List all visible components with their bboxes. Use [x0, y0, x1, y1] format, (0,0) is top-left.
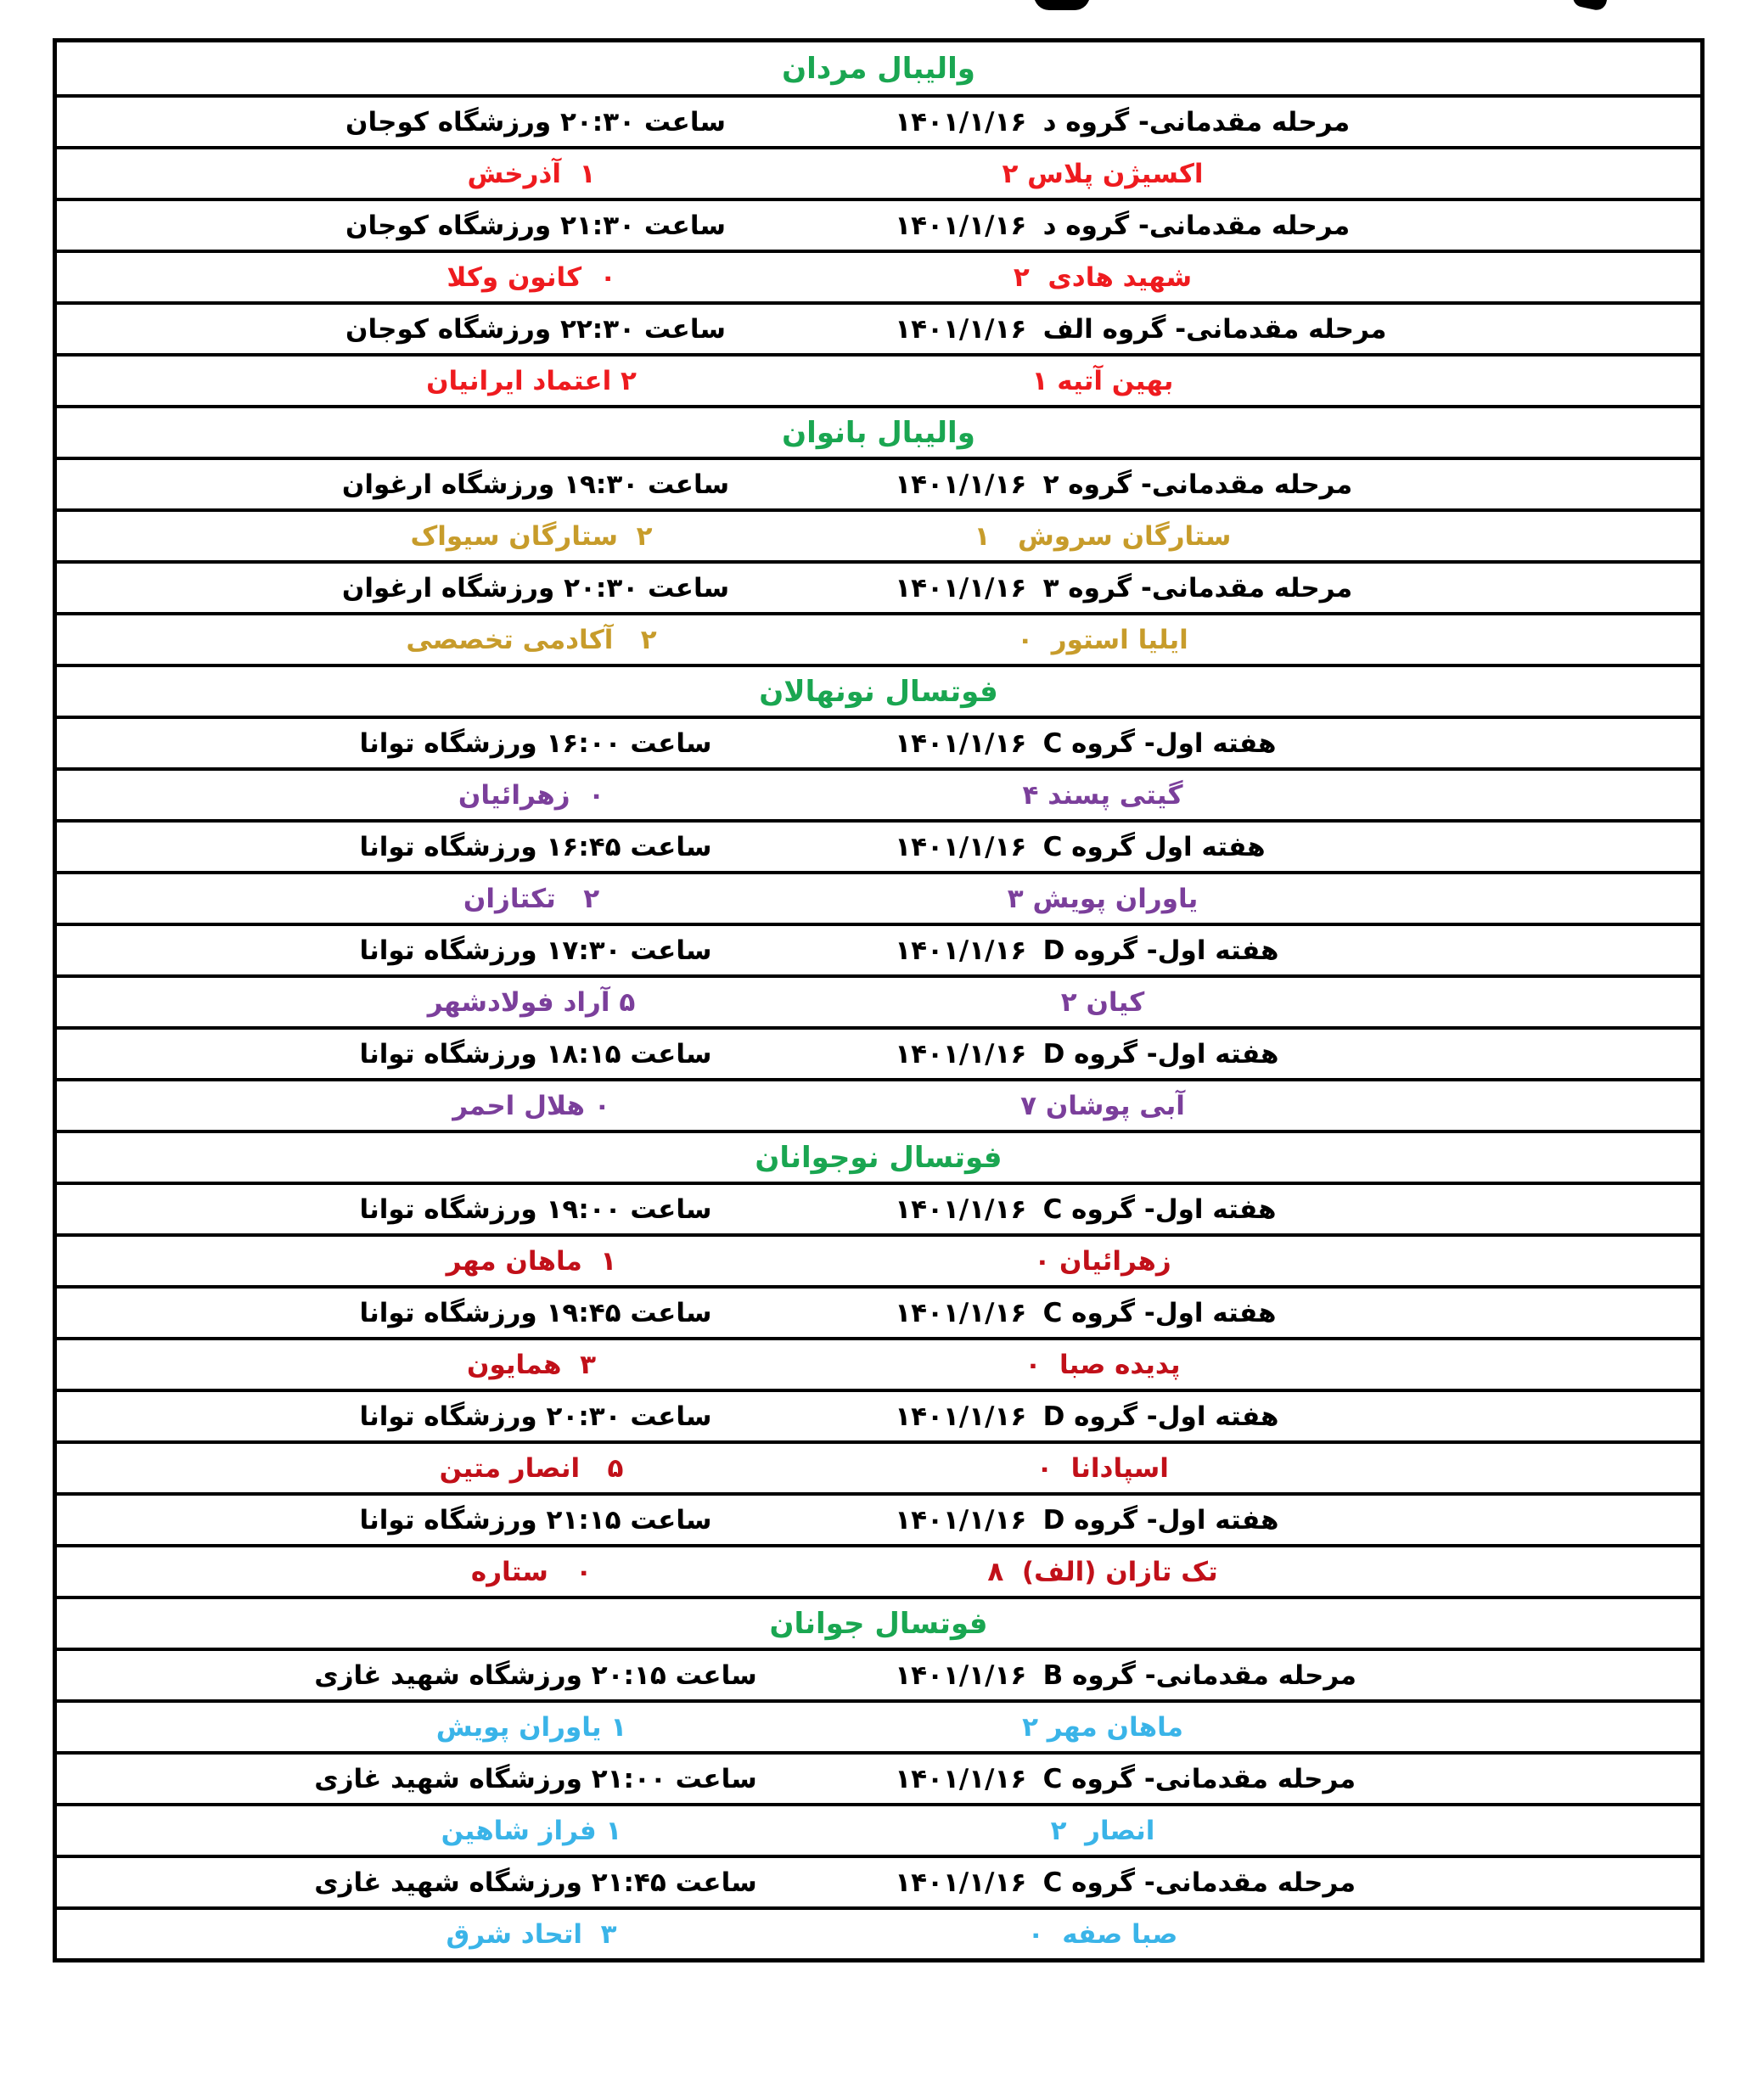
away-team-score: ۲ تکتازان [463, 883, 600, 914]
away-team-score: ۱ فراز شاهین [441, 1815, 622, 1846]
time-venue-cell: ساعت ۲۰:۳۰ ورزشگاه کوجان [345, 106, 726, 138]
time-venue-cell: ساعت ۱۹:۴۵ ورزشگاه توانا [359, 1297, 712, 1328]
date-cell: ۱۴۰۱/۱/۱۶ [895, 1038, 1027, 1070]
time-venue-cell: ساعت ۲۱:۰۰ ورزشگاه شهید غازی [314, 1763, 757, 1794]
time-venue-cell: ساعت ۲۱:۱۵ ورزشگاه توانا [359, 1504, 712, 1536]
home-team-score: اکسیژن پلاس ۲ [1002, 158, 1204, 189]
away-team-score: ۵ انصار متین [439, 1452, 624, 1484]
away-team-score: ۱ ماهان مهر [446, 1245, 617, 1277]
date-cell: ۱۴۰۱/۱/۱۶ [895, 210, 1027, 241]
result-row [57, 508, 1700, 560]
stage-group-cell: مرحله مقدمانی- گروه الف [1042, 313, 1387, 345]
result-row [57, 1803, 1700, 1855]
match-row [57, 1285, 1700, 1337]
match-row [57, 1751, 1700, 1803]
result-row [57, 974, 1700, 1026]
section-header-row [57, 1130, 1700, 1182]
date-cell: ۱۴۰۱/۱/۱۶ [895, 106, 1027, 138]
result-row [57, 1699, 1700, 1751]
date-cell: ۱۴۰۱/۱/۱۶ [895, 1867, 1027, 1898]
home-team-score: صبا صفه ۰ [1027, 1918, 1178, 1950]
match-row [57, 94, 1700, 146]
result-row [57, 353, 1700, 405]
date-cell: ۱۴۰۱/۱/۱۶ [895, 1401, 1027, 1432]
stage-group-cell: مرحله مقدمانی- گروه د [1042, 106, 1351, 138]
home-team-score: کیان ۲ [1060, 986, 1145, 1018]
time-venue-cell: ساعت ۲۱:۴۵ ورزشگاه شهید غازی [314, 1867, 757, 1898]
result-row [57, 767, 1700, 819]
schedule-table [53, 38, 1705, 1962]
result-row [57, 871, 1700, 923]
away-team-score: ۲ آکادمی تخصصی [406, 624, 657, 655]
away-team-score: ۱ یاوران پویش [435, 1711, 627, 1743]
match-row [57, 1389, 1700, 1440]
result-row [57, 1440, 1700, 1492]
stage-group-cell: مرحله مقدمانی- گروه C [1042, 1763, 1356, 1794]
time-venue-cell: ساعت ۲۰:۱۵ ورزشگاه شهید غازی [314, 1659, 757, 1691]
time-venue-cell: ساعت ۲۲:۳۰ ورزشگاه کوجان [345, 313, 726, 345]
section-title: فوتسال نونهالان [759, 674, 998, 709]
time-venue-cell: ساعت ۱۸:۱۵ ورزشگاه توانا [359, 1038, 712, 1070]
date-cell: ۱۴۰۱/۱/۱۶ [895, 572, 1027, 604]
home-team-score: ماهان مهر ۲ [1022, 1711, 1183, 1743]
home-team-score: بهین آتیه ۱ [1031, 365, 1174, 396]
home-team-score: زهرائیان ۰ [1034, 1245, 1171, 1277]
stage-group-cell: مرحله مقدمانی- گروه C [1042, 1867, 1356, 1898]
home-team-score: انصار ۲ [1050, 1815, 1155, 1846]
away-team-score: ۲ ستارگان سیواک [410, 520, 653, 552]
match-row [57, 1855, 1700, 1906]
date-cell: ۱۴۰۱/۱/۱۶ [895, 727, 1027, 759]
away-team-score: ۳ همایون [467, 1349, 596, 1380]
away-team-score: ۰ زهرائیان [458, 779, 605, 811]
stage-group-cell: مرحله مقدمانی- گروه ۲ [1042, 469, 1353, 500]
stage-group-cell: هفته اول- گروه C [1042, 1193, 1277, 1225]
match-row [57, 716, 1700, 767]
section-title: والیبال بانوان [782, 415, 975, 450]
stage-group-cell: هفته اول- گروه C [1042, 1297, 1277, 1328]
time-venue-cell: ساعت ۱۷:۳۰ ورزشگاه توانا [359, 935, 712, 966]
home-team-score: پدیده صبا ۰ [1025, 1349, 1181, 1380]
away-team-score: ۰ ستاره [470, 1556, 593, 1587]
time-venue-cell: ساعت ۱۶:۰۰ ورزشگاه توانا [359, 727, 712, 759]
stage-group-cell: هفته اول گروه C [1042, 831, 1266, 862]
section-header-row [57, 42, 1700, 94]
section-header-row [57, 664, 1700, 716]
stage-group-cell: هفته اول- گروه D [1042, 1401, 1279, 1432]
result-row [57, 1906, 1700, 1958]
time-venue-cell: ساعت ۱۹:۳۰ ورزشگاه ارغوان [341, 469, 730, 500]
cutoff-glyph-fragment [1571, 0, 1607, 12]
away-team-score: ۰ کانون وکلا [447, 261, 616, 293]
home-team-score: شهید هادی ۲ [1013, 261, 1193, 293]
match-row [57, 923, 1700, 974]
home-team-score: تک تازان (الف) ۸ [987, 1556, 1218, 1587]
cutoff-glyph-fragment [1034, 0, 1090, 10]
section-title: فوتسال نوجوانان [755, 1140, 1003, 1175]
time-venue-cell: ساعت ۱۹:۰۰ ورزشگاه توانا [359, 1193, 712, 1225]
away-team-score: ۲ اعتماد ایرانیان [426, 365, 637, 396]
match-row [57, 1492, 1700, 1544]
date-cell: ۱۴۰۱/۱/۱۶ [895, 1659, 1027, 1691]
home-team-score: گیتی پسند ۴ [1022, 779, 1183, 811]
date-cell: ۱۴۰۱/۱/۱۶ [895, 1297, 1027, 1328]
date-cell: ۱۴۰۱/۱/۱۶ [895, 313, 1027, 345]
stage-group-cell: هفته اول- گروه D [1042, 1038, 1279, 1070]
stage-group-cell: هفته اول- گروه C [1042, 727, 1277, 759]
section-header-row [57, 405, 1700, 457]
section-title: والیبال مردان [782, 51, 975, 86]
stage-group-cell: هفته اول- گروه D [1042, 935, 1279, 966]
match-row [57, 301, 1700, 353]
match-row [57, 198, 1700, 250]
time-venue-cell: ساعت ۲۰:۳۰ ورزشگاه ارغوان [341, 572, 730, 604]
date-cell: ۱۴۰۱/۱/۱۶ [895, 469, 1027, 500]
result-row [57, 250, 1700, 301]
date-cell: ۱۴۰۱/۱/۱۶ [895, 831, 1027, 862]
date-cell: ۱۴۰۱/۱/۱۶ [895, 1763, 1027, 1794]
match-row [57, 1648, 1700, 1699]
stage-group-cell: مرحله مقدمانی- گروه B [1042, 1659, 1356, 1691]
result-row [57, 1544, 1700, 1596]
time-venue-cell: ساعت ۲۱:۳۰ ورزشگاه کوجان [345, 210, 726, 241]
date-cell: ۱۴۰۱/۱/۱۶ [895, 935, 1027, 966]
home-team-score: ستارگان سروش ۱ [974, 520, 1232, 552]
result-row [57, 612, 1700, 664]
time-venue-cell: ساعت ۱۶:۴۵ ورزشگاه توانا [359, 831, 712, 862]
home-team-score: یاوران پویش ۳ [1007, 883, 1199, 914]
away-team-score: ۱ آذرخش [467, 158, 596, 189]
result-row [57, 1233, 1700, 1285]
stage-group-cell: هفته اول- گروه D [1042, 1504, 1279, 1536]
away-team-score: ۳ اتحاد شرق [446, 1918, 617, 1950]
date-cell: ۱۴۰۱/۱/۱۶ [895, 1504, 1027, 1536]
result-row [57, 146, 1700, 198]
section-header-row [57, 1596, 1700, 1648]
match-row [57, 1026, 1700, 1078]
home-team-score: اسپادانا ۰ [1036, 1452, 1169, 1484]
home-team-score: ایلیا استور ۰ [1017, 624, 1188, 655]
match-row [57, 560, 1700, 612]
result-row [57, 1337, 1700, 1389]
away-team-score: ۰ هلال احمر [452, 1090, 610, 1121]
match-row [57, 457, 1700, 508]
away-team-score: ۵ آراد فولادشهر [427, 986, 636, 1018]
match-row [57, 1182, 1700, 1233]
section-title: فوتسال جوانان [769, 1606, 988, 1641]
stage-group-cell: مرحله مقدمانی- گروه ۳ [1042, 572, 1353, 604]
time-venue-cell: ساعت ۲۰:۳۰ ورزشگاه توانا [359, 1401, 712, 1432]
result-row [57, 1078, 1700, 1130]
home-team-score: آبی پوشان ۷ [1020, 1090, 1185, 1121]
date-cell: ۱۴۰۱/۱/۱۶ [895, 1193, 1027, 1225]
stage-group-cell: مرحله مقدمانی- گروه د [1042, 210, 1351, 241]
match-row [57, 819, 1700, 871]
